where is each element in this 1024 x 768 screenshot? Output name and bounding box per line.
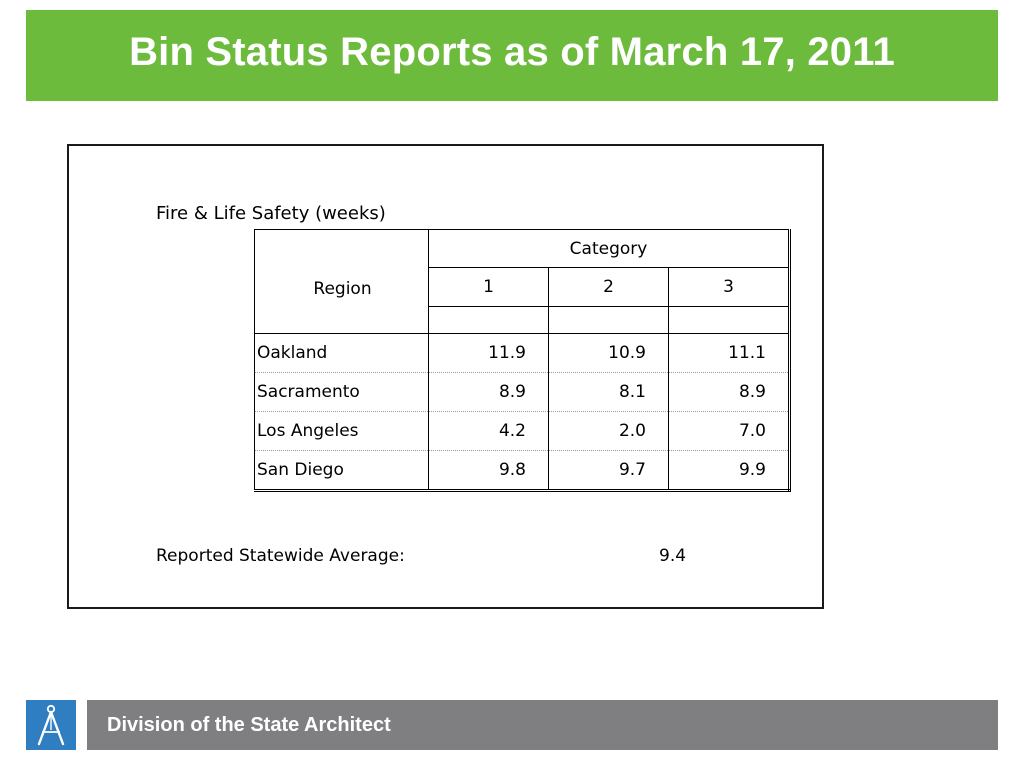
region-header: Region: [255, 230, 429, 307]
value-cell: 2.0: [549, 412, 669, 451]
region-cell: San Diego: [255, 451, 429, 491]
table-row: [255, 334, 790, 373]
report-panel: [67, 144, 824, 609]
table-row: [255, 451, 790, 491]
value-cell: 9.7: [549, 451, 669, 491]
title-bar: [26, 10, 998, 101]
value-cell: 8.9: [669, 373, 790, 412]
value-cell: 9.9: [669, 451, 790, 491]
value-cell: 9.8: [429, 451, 549, 491]
value-cell: 8.9: [429, 373, 549, 412]
category-header: Category: [429, 230, 790, 268]
region-cell: Los Angeles: [255, 412, 429, 451]
value-cell: 11.9: [429, 334, 549, 373]
region-cell: Oakland: [255, 334, 429, 373]
statewide-average-value: 9.4: [659, 546, 687, 566]
footer-bar: [87, 700, 998, 750]
value-cell: 4.2: [429, 412, 549, 451]
column-header: 3: [669, 268, 790, 307]
value-cell: 8.1: [549, 373, 669, 412]
column-header: 1: [429, 268, 549, 307]
value-cell: 11.1: [669, 334, 790, 373]
table-row: [255, 373, 790, 412]
statewide-average-label: Reported Statewide Average:: [156, 546, 405, 566]
footer-organization-name: Division of the State Architect: [107, 713, 391, 736]
compass-a-icon: [26, 700, 76, 750]
value-cell: 7.0: [669, 412, 790, 451]
table-caption: Fire & Life Safety (weeks): [156, 203, 386, 224]
table-row: [255, 412, 790, 451]
value-cell: 10.9: [549, 334, 669, 373]
spacer-row: [255, 307, 790, 334]
page-title: Bin Status Reports as of March 17, 2011: [129, 30, 895, 74]
column-header: 2: [549, 268, 669, 307]
bin-status-table: [254, 229, 791, 492]
region-cell: Sacramento: [255, 373, 429, 412]
